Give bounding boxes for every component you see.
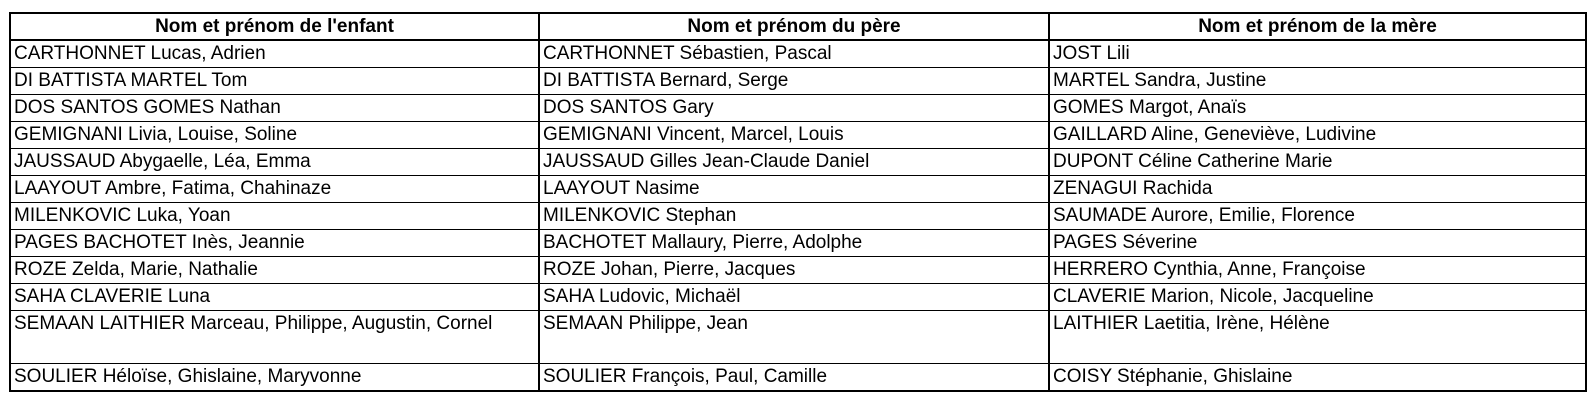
child-name-cell: DOS SANTOS GOMES Nathan <box>10 95 539 122</box>
father-name-cell: LAAYOUT Nasime <box>539 176 1049 203</box>
father-name-cell: JAUSSAUD Gilles Jean-Claude Daniel <box>539 149 1049 176</box>
mother-name-cell: HERRERO Cynthia, Anne, Françoise <box>1049 257 1586 284</box>
mother-name-cell: SAUMADE Aurore, Emilie, Florence <box>1049 203 1586 230</box>
father-name-cell: DOS SANTOS Gary <box>539 95 1049 122</box>
table-row <box>10 122 1586 149</box>
table-row <box>10 257 1586 284</box>
mother-name-cell: MARTEL Sandra, Justine <box>1049 68 1586 95</box>
parents-table <box>9 12 1587 392</box>
child-name-cell: SEMAAN LAITHIER Marceau, Philippe, Augustin, Cornel <box>10 311 539 364</box>
table-row <box>10 149 1586 176</box>
child-name-cell: SOULIER Héloïse, Ghislaine, Maryvonne <box>10 364 539 392</box>
mother-name-cell: JOST Lili <box>1049 40 1586 68</box>
father-name-cell: GEMIGNANI Vincent, Marcel, Louis <box>539 122 1049 149</box>
father-name-cell: DI BATTISTA Bernard, Serge <box>539 68 1049 95</box>
header-row <box>10 13 1586 40</box>
mother-name-cell: COISY Stéphanie, Ghislaine <box>1049 364 1586 392</box>
child-name-cell: GEMIGNANI Livia, Louise, Soline <box>10 122 539 149</box>
mother-name-cell: LAITHIER Laetitia, Irène, Hélène <box>1049 311 1586 364</box>
father-name-cell: BACHOTET Mallaury, Pierre, Adolphe <box>539 230 1049 257</box>
table-row <box>10 40 1586 68</box>
father-name-cell: ROZE Johan, Pierre, Jacques <box>539 257 1049 284</box>
mother-name-cell: DUPONT Céline Catherine Marie <box>1049 149 1586 176</box>
mother-name-cell: ZENAGUI Rachida <box>1049 176 1586 203</box>
table-row <box>10 230 1586 257</box>
mother-name-cell: CLAVERIE Marion, Nicole, Jacqueline <box>1049 284 1586 311</box>
child-name-cell: CARTHONNET Lucas, Adrien <box>10 40 539 68</box>
table-row <box>10 203 1586 230</box>
document-sheet <box>9 12 1585 392</box>
child-name-cell: MILENKOVIC Luka, Yoan <box>10 203 539 230</box>
mother-name-cell: GOMES Margot, Anaïs <box>1049 95 1586 122</box>
child-name-cell: LAAYOUT Ambre, Fatima, Chahinaze <box>10 176 539 203</box>
father-name-cell: CARTHONNET Sébastien, Pascal <box>539 40 1049 68</box>
table-row <box>10 95 1586 122</box>
header-mother-name: Nom et prénom de la mère <box>1049 13 1586 40</box>
father-name-cell: SAHA Ludovic, Michaël <box>539 284 1049 311</box>
header-father-name: Nom et prénom du père <box>539 13 1049 40</box>
child-name-cell: PAGES BACHOTET Inès, Jeannie <box>10 230 539 257</box>
mother-name-cell: GAILLARD Aline, Geneviève, Ludivine <box>1049 122 1586 149</box>
table-row <box>10 68 1586 95</box>
child-name-cell: ROZE Zelda, Marie, Nathalie <box>10 257 539 284</box>
child-name-cell: SAHA CLAVERIE Luna <box>10 284 539 311</box>
header-child-name: Nom et prénom de l'enfant <box>10 13 539 40</box>
father-name-cell: SEMAAN Philippe, Jean <box>539 311 1049 364</box>
father-name-cell: MILENKOVIC Stephan <box>539 203 1049 230</box>
child-name-cell: JAUSSAUD Abygaelle, Léa, Emma <box>10 149 539 176</box>
table-row <box>10 311 1586 364</box>
father-name-cell: SOULIER François, Paul, Camille <box>539 364 1049 392</box>
mother-name-cell: PAGES Séverine <box>1049 230 1586 257</box>
table-row <box>10 176 1586 203</box>
table-row <box>10 364 1586 392</box>
table-row <box>10 284 1586 311</box>
child-name-cell: DI BATTISTA MARTEL Tom <box>10 68 539 95</box>
